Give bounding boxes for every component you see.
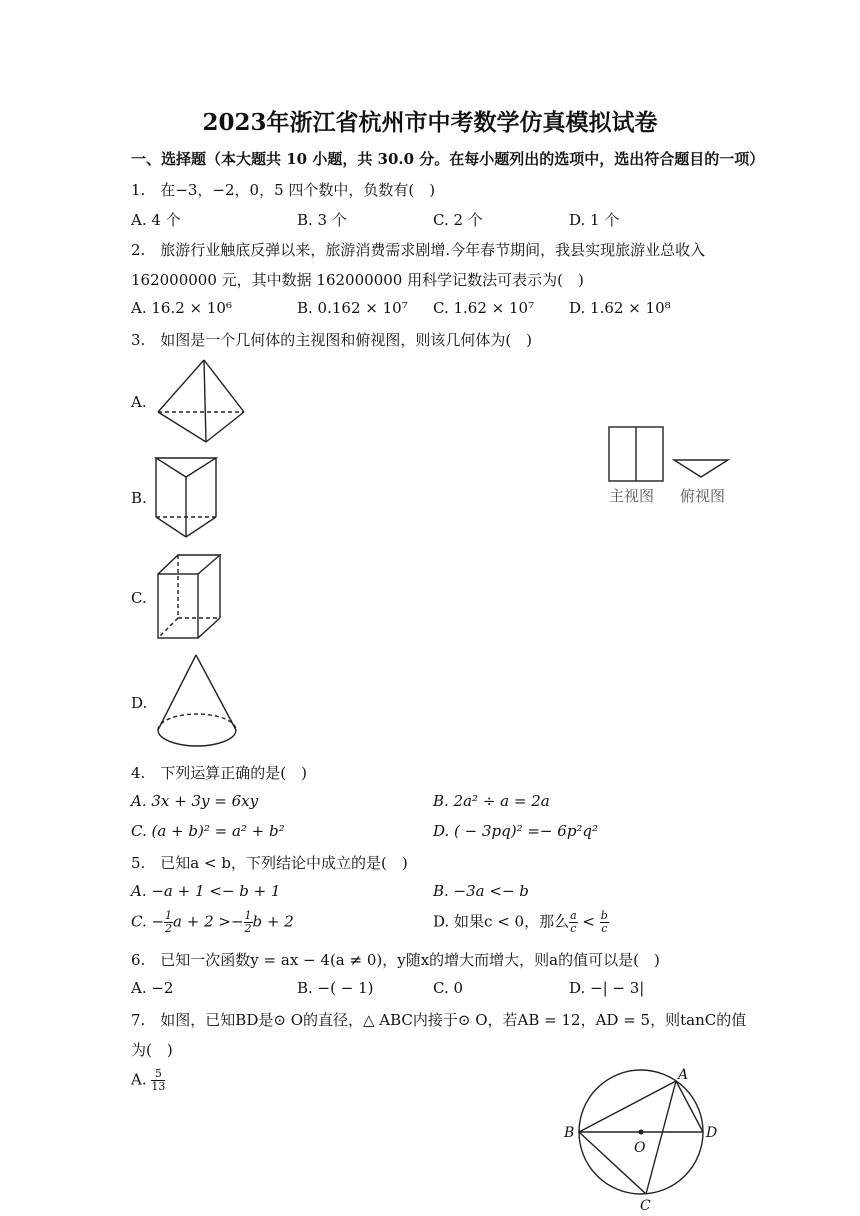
q3-views-figure: [604, 424, 734, 482]
q5-c-mid: a + 2 >−: [173, 912, 244, 931]
q6-option-d[interactable]: D. −| − 3|: [569, 979, 645, 997]
q4-stem: 4. 下列运算正确的是( ): [131, 764, 308, 782]
q1-option-b[interactable]: B. 3 个: [297, 211, 347, 229]
prism-figure: [150, 455, 222, 541]
circle-figure: [558, 1062, 728, 1212]
half-fraction: [164, 910, 173, 935]
b-num: b: [600, 909, 608, 922]
q3-option-d[interactable]: D.: [131, 694, 148, 712]
top-view-caption: 俯视图: [680, 487, 726, 505]
q2-option-b[interactable]: B. 0.162 × 10⁷: [297, 299, 408, 317]
q5-d-lt: <: [582, 912, 595, 931]
q2-stem-line1: 2. 旅游行业触底反弹以来，旅游消费需求剧增.今年春节期间，我县实现旅游业总收入: [131, 241, 706, 259]
front-view-caption: 主视图: [609, 487, 655, 505]
label-B: B: [564, 1125, 575, 1141]
q6-stem: 6. 已知一次函数y = ax − 4(a ≠ 0)，y随x的增大而增大，则a的值可以是( ): [131, 951, 660, 969]
q4-option-b[interactable]: B. 2a² ÷ a = 2a: [433, 792, 550, 810]
q5-d-prefix: D. 如果c < 0，那么: [433, 912, 570, 931]
q5-option-d[interactable]: [433, 910, 609, 935]
b-over-c: [600, 910, 609, 935]
q3-option-a[interactable]: A.: [131, 393, 147, 411]
q7-stem-line2: 为( ): [131, 1041, 173, 1059]
q6-option-a[interactable]: A. −2: [131, 979, 174, 997]
section-heading: 一、选择题（本大题共 10 小题，共 30.0 分。在每小题列出的选项中，选出符合题目的一项）: [131, 150, 765, 168]
q6-option-b[interactable]: B. −( − 1): [297, 979, 374, 997]
pyramid-figure: [150, 358, 250, 446]
q2-stem-line2: 162000000 元，其中数据 162000000 用科学记数法可表示为( ): [131, 271, 584, 289]
b-den: c: [601, 922, 608, 935]
a-num: a: [570, 909, 577, 922]
q5-option-a[interactable]: A. −a + 1 <− b + 1: [131, 882, 281, 900]
cuboid-figure: [152, 552, 226, 642]
q3-stem: 3. 如图是一个几何体的主视图和俯视图，则该几何体为( ): [131, 331, 533, 349]
q2-option-d[interactable]: D. 1.62 × 10⁸: [569, 299, 671, 317]
q5-stem: 5. 已知a < b，下列结论中成立的是( ): [131, 854, 408, 872]
label-D: D: [706, 1125, 718, 1141]
half-den-2: 2: [244, 922, 252, 935]
q7-a-label: A.: [131, 1070, 147, 1089]
q7-option-a[interactable]: [131, 1068, 165, 1093]
q6-option-c[interactable]: C. 0: [433, 979, 464, 997]
q7-a-den: 13: [151, 1080, 166, 1093]
q3-option-c[interactable]: C.: [131, 589, 147, 607]
q2-option-a[interactable]: A. 16.2 × 10⁶: [131, 299, 232, 317]
q7-a-num: 5: [151, 1068, 165, 1081]
a-over-c: [569, 910, 578, 935]
q1-option-c[interactable]: C. 2 个: [433, 211, 483, 229]
q4-option-d[interactable]: D. ( − 3pq)² =− 6p²q²: [433, 822, 599, 840]
q2-option-c[interactable]: C. 1.62 × 10⁷: [433, 299, 535, 317]
q7-stem-line1: 7. 如图，已知BD是⊙ O的直径，△ ABC内接于⊙ O，若AB = 12，AD = 5，则tanC的值: [131, 1011, 747, 1029]
label-A: A: [678, 1067, 689, 1083]
q5-option-b[interactable]: B. −3a <− b: [433, 882, 529, 900]
half-num-2: 1: [244, 909, 252, 922]
page-title: 2023年浙江省杭州市中考数学仿真模拟试卷: [202, 109, 658, 136]
label-C: C: [640, 1198, 651, 1212]
half-fraction-2: [244, 910, 253, 935]
q5-c-prefix: C. −: [131, 912, 165, 931]
label-O: O: [634, 1140, 646, 1156]
q7-a-fraction: [151, 1068, 165, 1093]
a-den: c: [570, 922, 577, 935]
q1-option-d[interactable]: D. 1 个: [569, 211, 620, 229]
q5-option-c[interactable]: [131, 910, 294, 935]
q1-stem: 1. 在−3，−2，0，5 四个数中，负数有( ): [131, 181, 436, 199]
q1-option-a[interactable]: A. 4 个: [131, 211, 181, 229]
half-den: 2: [165, 922, 173, 935]
q5-c-post: b + 2: [252, 912, 294, 931]
q3-option-b[interactable]: B.: [131, 489, 147, 507]
q4-option-a[interactable]: A. 3x + 3y = 6xy: [131, 792, 259, 810]
cone-figure: [152, 652, 242, 750]
half-num: 1: [165, 909, 173, 922]
q4-option-c[interactable]: C. (a + b)² = a² + b²: [131, 822, 285, 840]
